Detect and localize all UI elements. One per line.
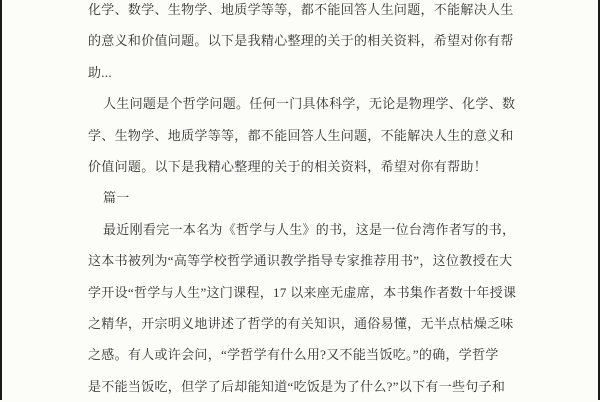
text-line-paragraph-start: 最近刚看完一本名为《哲学与人生》的书，这是一位台湾作者写的书， xyxy=(103,221,516,237)
text-line-section-heading: 篇一 xyxy=(103,190,130,206)
document-page xyxy=(88,0,528,402)
text-line: 助... xyxy=(88,64,112,80)
text-line: 这本书被列为“高等学校哲学通识教学指导专家推荐用书”，这位教授在大 xyxy=(88,253,513,269)
text-line: 是不能当饭吃，但学了后却能知道“吃饭是为了什么?”以下有一些句子和 xyxy=(88,378,506,394)
text-line: 化学、数学、生物学、地质学等等，都不能回答人生问题，不能解决人生 xyxy=(88,2,514,17)
text-line-paragraph-start: 人生问题是个哲学问题。任何一门具体科学，无论是物理学、化学、数 xyxy=(103,96,516,112)
text-line: 之感。有人或许会问，“学哲学有什么用?又不能当饭吃。”的确，学哲学 xyxy=(88,347,499,363)
text-line: 之精华，开宗明义地讲述了哲学的有关知识，通俗易懂，无半点枯燥乏味 xyxy=(88,315,514,331)
text-line: 学开设“哲学与人生”这门课程，17 以来座无虚席，本书集作者数十年授课 xyxy=(88,284,517,300)
text-line: 学、生物学、地质学等等，都不能回答人生问题，不能解决人生的意义和 xyxy=(88,127,514,143)
window-left-edge xyxy=(0,0,2,400)
text-line: 价值问题。以下是我精心整理的关于的相关资料，希望对你有帮助！ xyxy=(88,158,488,174)
text-line: 的意义和价值问题。以下是我精心整理的关于的相关资料，希望对你有帮 xyxy=(88,33,514,49)
